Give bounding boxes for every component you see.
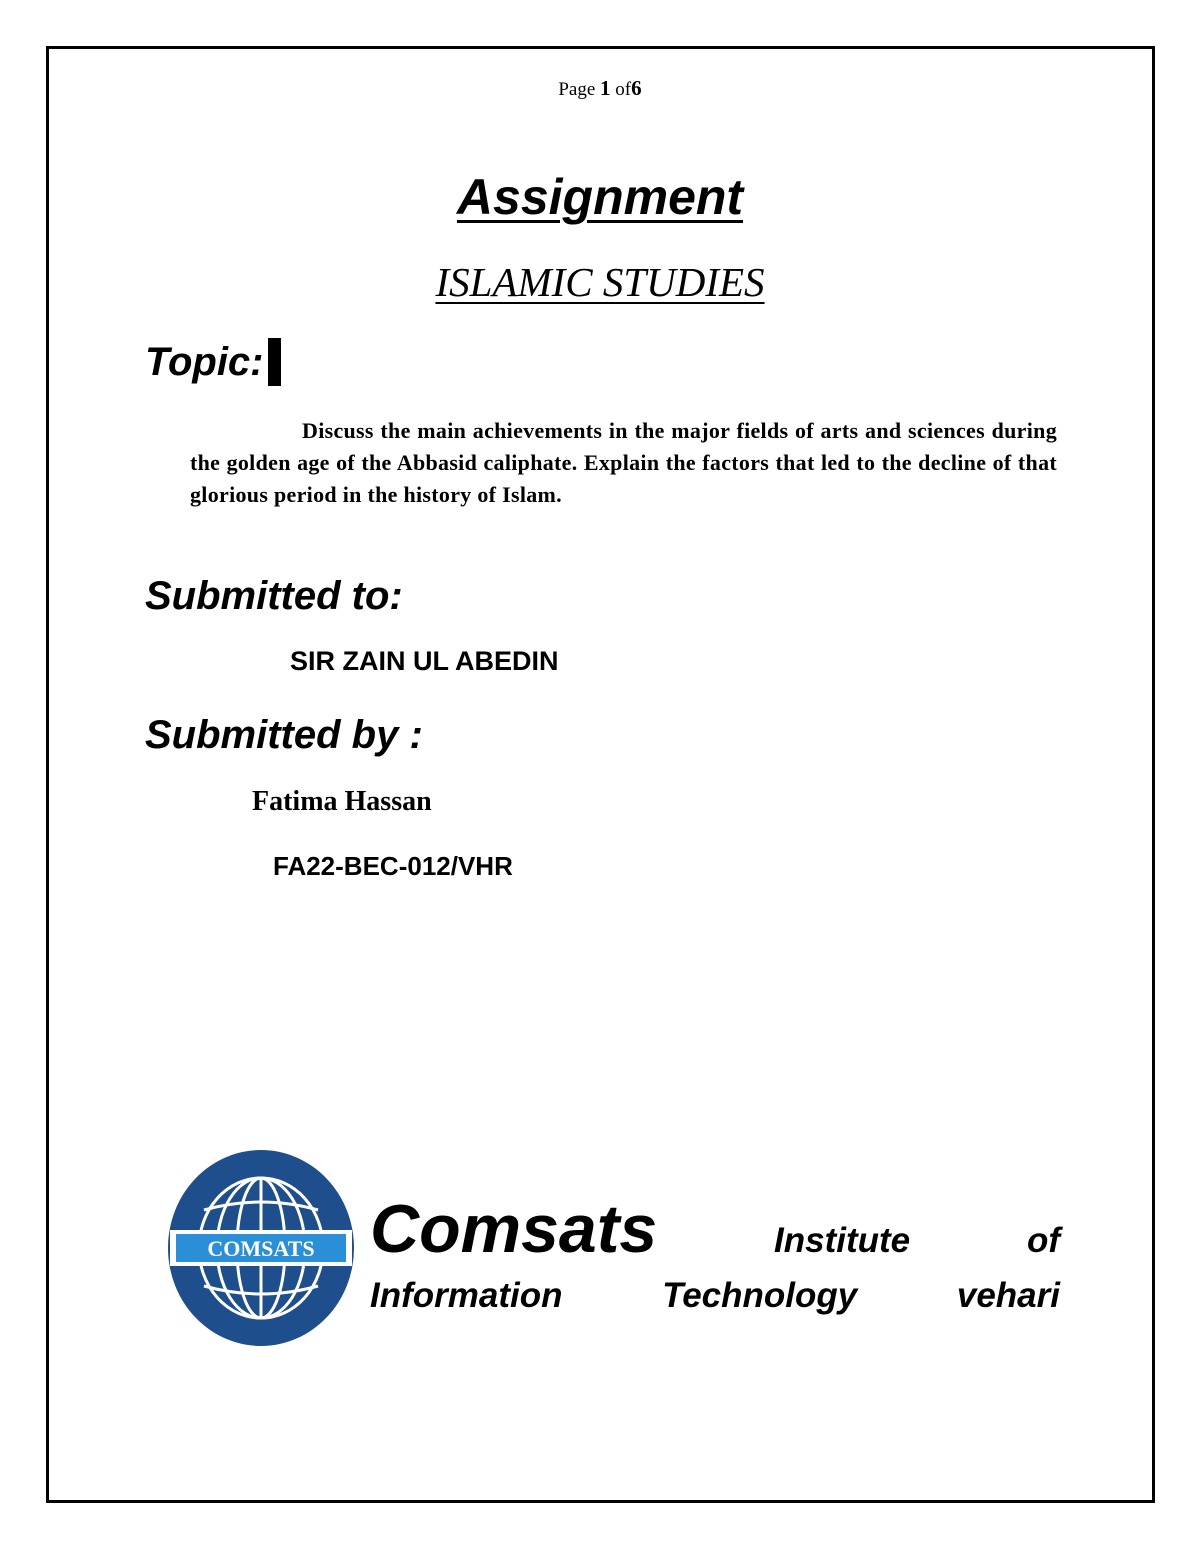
page-total: 6 xyxy=(631,76,642,100)
student-name: Fatima Hassan xyxy=(252,786,432,817)
institute-word-technology: Technology xyxy=(662,1276,858,1315)
subject-title: ISLAMIC STUDIES xyxy=(435,259,765,305)
page-number-header xyxy=(0,76,1200,101)
page-word: Page xyxy=(558,79,596,100)
institute-name-line-2 xyxy=(370,1276,1060,1316)
teacher-name: SIR ZAIN UL ABEDIN xyxy=(290,646,559,676)
topic-text-body: Discuss the main achievements in the major fields of arts and sciences during the golden age of the Abbasid caliphate. Explain the factors that led to the decline of that glorious period in the history of Islam. xyxy=(190,418,1057,507)
institute-name-line-1 xyxy=(370,1190,1060,1268)
topic-text xyxy=(190,415,1057,511)
text-cursor xyxy=(268,338,281,386)
topic-heading: Topic: xyxy=(145,340,264,384)
institute-word-vehari: vehari xyxy=(956,1276,1060,1315)
institute-word-of: of xyxy=(1026,1221,1060,1260)
logo-text: COMSATS xyxy=(207,1236,315,1261)
submitted-by-heading: Submitted by : xyxy=(145,713,423,757)
comsats-logo xyxy=(166,1148,356,1348)
of-word: of xyxy=(615,79,632,100)
submitted-to-heading: Submitted to: xyxy=(145,574,403,618)
document-title: Assignment xyxy=(456,169,744,225)
page-current: 1 xyxy=(600,76,611,100)
registration-number: FA22-BEC-012/VHR xyxy=(273,851,513,881)
institute-word-information: Information xyxy=(370,1276,563,1315)
institute-word-institute: Institute xyxy=(774,1221,911,1260)
institute-word-comsats: Comsats xyxy=(370,1191,658,1267)
